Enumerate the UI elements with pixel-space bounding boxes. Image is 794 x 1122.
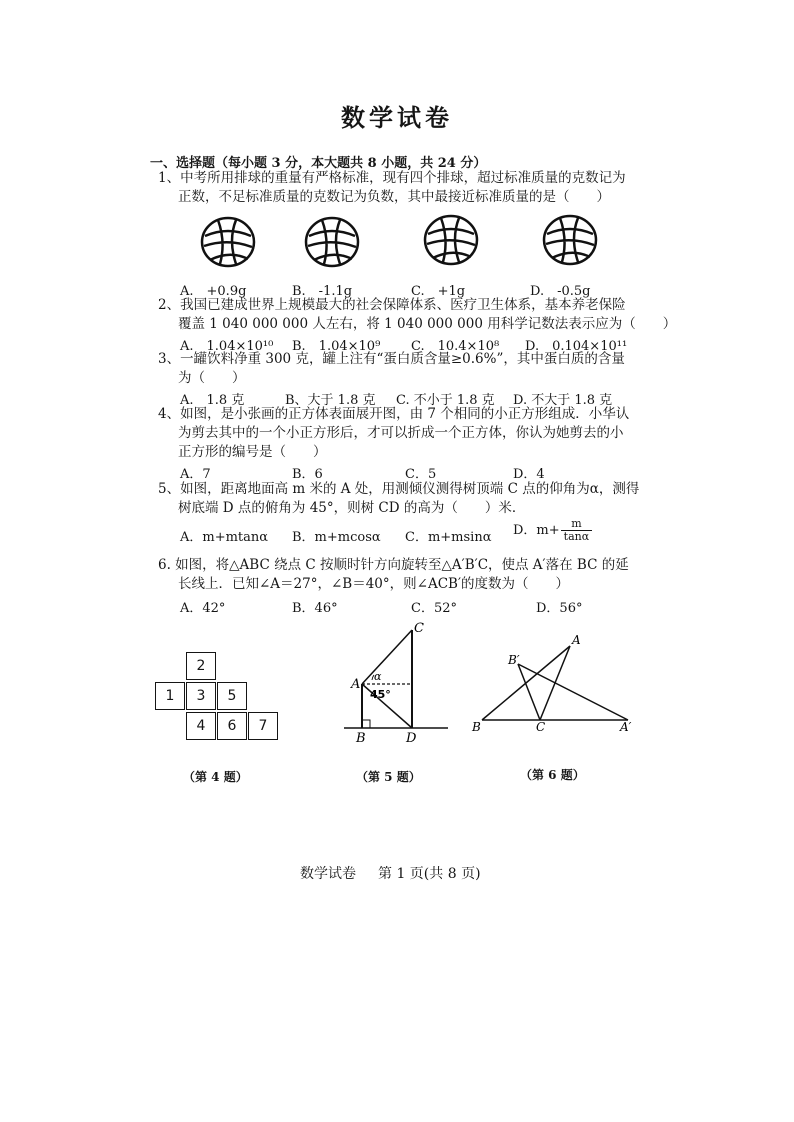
label-A: A (351, 677, 361, 692)
q1-option-b: B. -1.1g (292, 284, 353, 299)
q3-option-d: D. 不大于 1.8 克 (513, 393, 613, 408)
q3-option-c: C. 不小于 1.8 克 (396, 393, 495, 408)
q4-option-c: C．5 (405, 467, 437, 482)
question-4-line-1: 4、如图，是小张画的正方体表面展开图，由 7 个相同的小正方形组成．小华认 (158, 406, 630, 422)
q3-option-a: A. 1.8 克 (180, 393, 245, 408)
question-1-line-2: 正数，不足标准质量的克数记为负数，其中最接近标准质量的是（ ） (178, 189, 610, 205)
question-6-line-2: 长线上．已知∠A＝27°，∠B＝40°，则∠ACB′的度数为（ ） (178, 576, 570, 592)
question-3-line-2: 为（ ） (178, 370, 246, 386)
q2-option-c: C. 10.4×10⁸ (411, 339, 500, 354)
q1-option-a: A. +0.9g (180, 284, 247, 299)
question-6-line-1: 6. 如图，将△ABC 绕点 C 按顺时针方向旋转至△A′B′C，使点 A′落在 BC 的延 (158, 557, 629, 573)
label-A: A (572, 633, 581, 647)
volleyball-icon (304, 216, 360, 268)
page-title: 数学试卷 (341, 103, 453, 132)
net-cell-2: 2 (186, 652, 216, 680)
label-C: C (414, 621, 424, 636)
figure-5-caption: （第 5 题） (356, 770, 421, 784)
question-2-line-2: 覆盖 1 040 000 000 人左右，将 1 040 000 000 用科学记数法表示应为（ ） (178, 316, 677, 332)
fraction (561, 518, 593, 543)
q2-option-a: A. 1.04×10¹⁰ (180, 339, 274, 354)
label-B: B (356, 731, 366, 744)
volleyball-icon (423, 214, 479, 266)
question-5-line-2: 树底端 D 点的俯角为 45°，则树 CD 的高为（ ）米． (178, 500, 526, 516)
q6-option-b: B．46° (292, 601, 338, 616)
net-cell-3: 3 (186, 682, 216, 710)
figure-4-cube-net (150, 652, 290, 748)
q3-option-b: B、大于 1.8 克 (285, 393, 376, 408)
label-B: B (472, 720, 481, 734)
q6-option-c: C．52° (411, 601, 457, 616)
q5-option-b: B．m+mcosα (292, 530, 381, 545)
question-2-line-1: 2、我国已建成世界上规模最大的社会保障体系、医疗卫生体系，基本养老保险 (158, 297, 626, 313)
net-cell-5: 5 (217, 682, 247, 710)
q5-option-c: C．m+msinα (405, 530, 492, 545)
q6-option-a: A．42° (180, 601, 226, 616)
net-cell-7: 7 (248, 712, 278, 740)
question-5-line-1: 5、如图，距离地面高 m 米的 A 处，用测倾仪测得树顶端 C 点的仰角为α，测得 (158, 481, 640, 497)
figure-4-caption: （第 4 题） (183, 770, 248, 784)
q2-option-b: B. 1.04×10⁹ (292, 339, 381, 354)
footer-page-number: 第 1 页(共 8 页) (378, 866, 481, 882)
q4-option-a: A．7 (180, 467, 211, 482)
figure-6-diagram (468, 630, 640, 736)
figure-5-diagram (340, 616, 452, 744)
fraction-numerator: m (561, 518, 593, 531)
q1-option-d: D. -0.5g (530, 284, 591, 299)
volleyball-icon (200, 216, 256, 268)
net-cell-4: 4 (186, 712, 216, 740)
q4-option-b: B．6 (292, 467, 323, 482)
q2-option-d: D. 0.104×10¹¹ (525, 339, 628, 354)
question-4-line-2: 为剪去其中的一个小正方形后，才可以折成一个正方体，你认为她剪去的小 (178, 425, 624, 441)
q1-option-c: C. +1g (411, 284, 466, 299)
q5-option-a: A．m+mtanα (180, 530, 269, 545)
label-B-prime: B′ (508, 653, 520, 667)
label-A-prime: A′ (620, 720, 632, 734)
label-C: C (536, 720, 546, 734)
section-heading: 一、选择题（每小题 3 分，本大题共 8 小题，共 24 分） (150, 156, 487, 171)
label-alpha: α (374, 670, 382, 683)
label-45-degrees: 45° (370, 688, 391, 701)
q4-option-d: D．4 (513, 467, 545, 482)
question-4-line-3: 正方形的编号是（ ） (178, 444, 327, 460)
question-1-line-1: 1、中考所用排球的重量有严格标准，现有四个排球，超过标准质量的克数记为 (158, 170, 626, 186)
page-footer (300, 863, 503, 883)
q5-option-d (513, 518, 592, 543)
q5-option-d-prefix: D．m+ (513, 523, 560, 538)
fraction-denominator: tanα (563, 530, 590, 543)
question-3-line-1: 3、一罐饮料净重 300 克，罐上注有“蛋白质含量≥0.6%”，其中蛋白质的含量 (158, 351, 625, 367)
footer-subject: 数学试卷 (300, 866, 356, 882)
figure-6-caption: （第 6 题） (520, 768, 585, 782)
label-D: D (406, 731, 417, 744)
net-cell-1: 1 (155, 682, 185, 710)
volleyball-icon (542, 214, 598, 266)
q6-option-d: D．56° (536, 601, 583, 616)
net-cell-6: 6 (217, 712, 247, 740)
